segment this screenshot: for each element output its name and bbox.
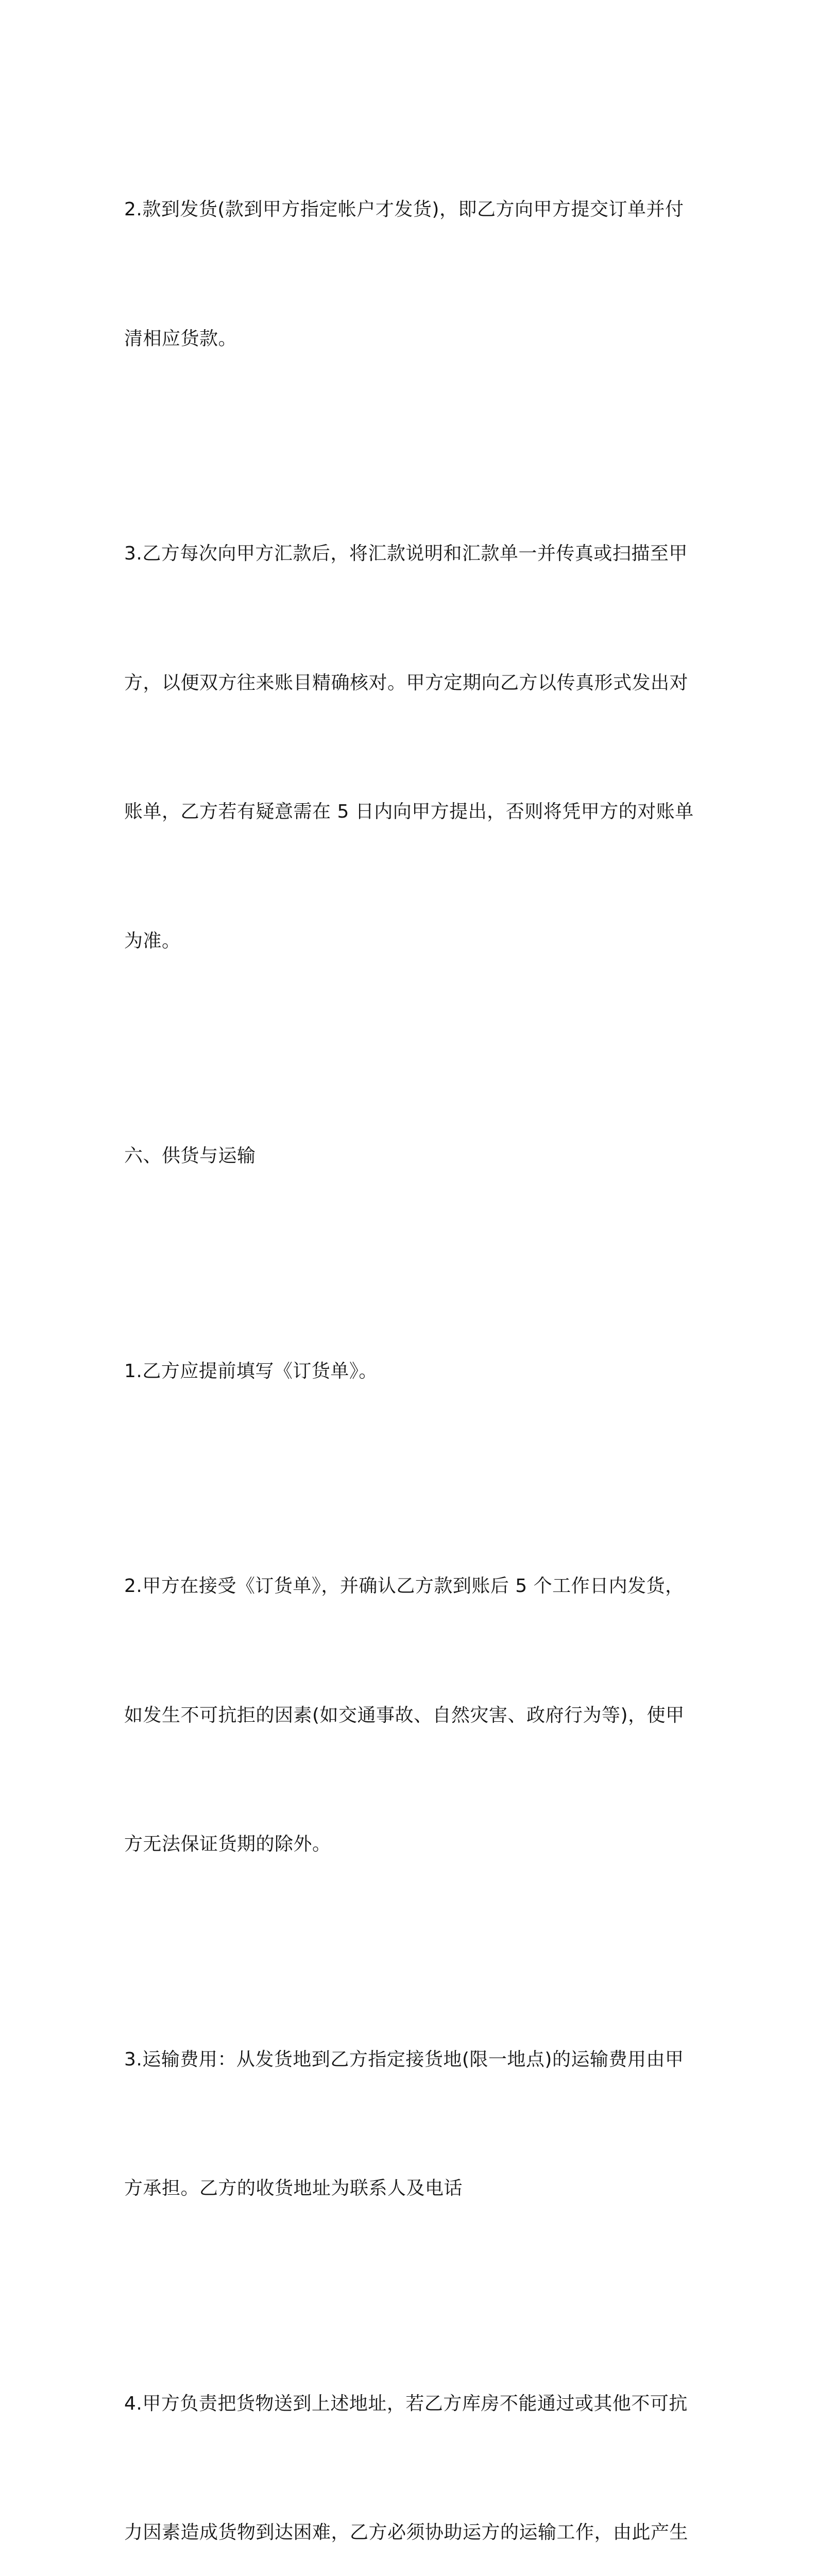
text-line: 力因素造成货物到达困难，乙方必须协助运方的运输工作，由此产生 <box>124 2511 711 2554</box>
text-line: 1.乙方应提前填写《订货单》。 <box>124 1350 711 1393</box>
paragraph-supply-clause-3 <box>124 1952 711 2296</box>
section-heading-supply-transport <box>124 1048 711 1264</box>
document-page <box>0 0 817 1156</box>
text-line: 如发生不可抗拒的因素(如交通事故、自然灾害、政府行为等)，使甲 <box>124 1694 711 1737</box>
paragraph-payment-clause-2 <box>124 102 711 446</box>
text-line: 2.款到发货(款到甲方指定帐户才发货)，即乙方向甲方提交订单并付 <box>124 188 711 231</box>
text-line: 清相应货款。 <box>124 317 711 361</box>
paragraph-supply-clause-1 <box>124 1264 711 1479</box>
document-body <box>124 102 711 2576</box>
text-line: 方无法保证货期的除外。 <box>124 1823 711 1866</box>
text-line: 方，以便双方往来账目精确核对。甲方定期向乙方以传真形式发出对 <box>124 662 711 705</box>
text-line: 账单，乙方若有疑意需在 5 日内向甲方提出，否则将凭甲方的对账单 <box>124 790 711 834</box>
section-heading-text: 六、供货与运输 <box>124 1134 711 1178</box>
paragraph-supply-clause-4 <box>124 2296 711 2576</box>
text-line: 3.运输费用：从发货地到乙方指定接货地(限一地点)的运输费用由甲 <box>124 2038 711 2081</box>
paragraph-payment-clause-3 <box>124 446 711 1048</box>
text-line: 2.甲方在接受《订货单》，并确认乙方款到账后 5 个工作日内发货， <box>124 1565 711 1608</box>
text-line: 4.甲方负责把货物送到上述地址，若乙方库房不能通过或其他不可抗 <box>124 2382 711 2426</box>
text-line: 方承担。乙方的收货地址为联系人及电话 <box>124 2167 711 2210</box>
text-line: 3.乙方每次向甲方汇款后，将汇款说明和汇款单一并传真或扫描至甲 <box>124 532 711 575</box>
paragraph-supply-clause-2 <box>124 1479 711 1952</box>
text-line: 为准。 <box>124 920 711 963</box>
